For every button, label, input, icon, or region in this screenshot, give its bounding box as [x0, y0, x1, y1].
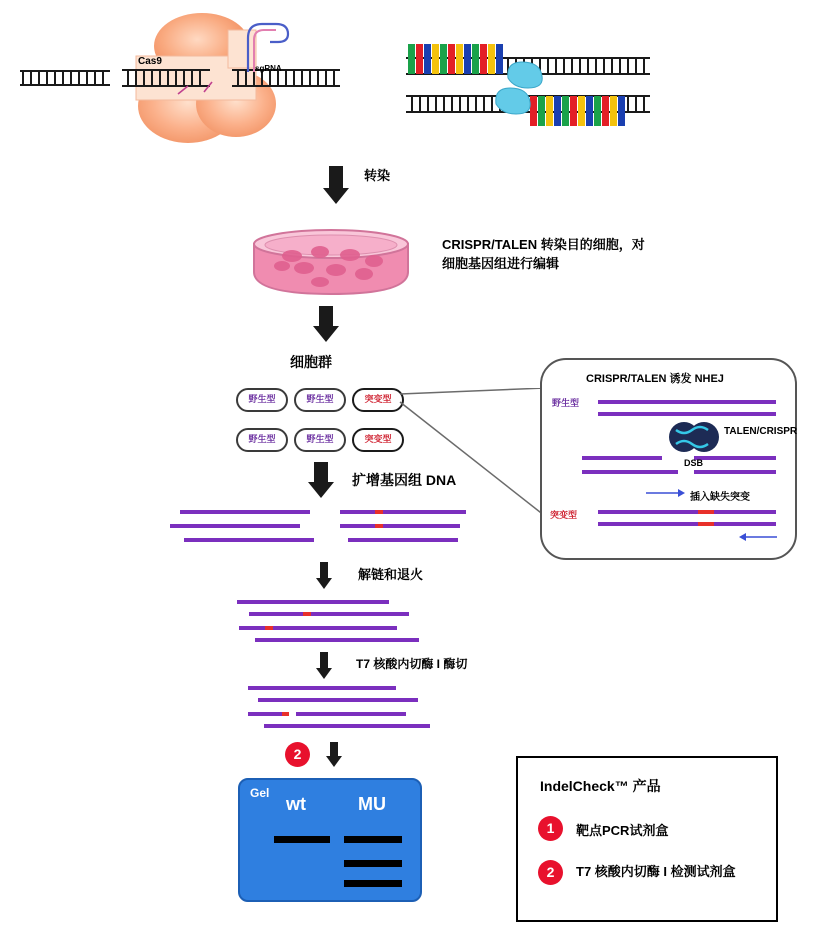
dg-indel-1 — [282, 712, 289, 716]
amp-strand-5 — [184, 538, 314, 542]
gel-band-wt-top — [274, 836, 330, 843]
legend-label-2: T7 核酸内切酶 I 检测试剂盒 — [576, 864, 736, 879]
transfection-description: CRISPR/TALEN 转染目的细胞，对细胞基因组进行编辑 — [442, 237, 645, 271]
callout-strand-cut-2a — [582, 470, 678, 474]
gel-lane-mu-label: MU — [358, 794, 386, 814]
hd-indel-2 — [265, 626, 273, 630]
foki-domain-lower — [492, 84, 536, 118]
callout-indel-marker-1 — [698, 510, 714, 514]
talen-complex-illustration — [400, 22, 660, 132]
cell-wildtype-2: 野生型 — [294, 388, 346, 412]
step-badge-2: 2 — [285, 742, 310, 767]
callout-strand-cut-1a — [582, 456, 662, 460]
heteroduplex-group — [225, 600, 455, 648]
transfection-label: 转染 — [364, 168, 391, 183]
gel-lane-wt-label: wt — [286, 794, 306, 814]
t7-digest-label: T7 核酸内切酶 I 酶切 — [356, 657, 468, 671]
cell-population-label: 细胞群 — [290, 354, 332, 370]
cell-wildtype-4: 野生型 — [294, 428, 346, 452]
denature-anneal-arrow — [314, 562, 338, 594]
hd-strand-4 — [255, 638, 419, 642]
callout-strand-wt-2 — [598, 412, 776, 416]
dg-strand-1 — [248, 686, 396, 690]
gel-band-mu-top — [344, 836, 402, 843]
cell-wildtype-1: 野生型 — [236, 388, 288, 412]
callout-nuclease-label: TALEN/CRISPR — [724, 426, 798, 437]
cell-mutant-2: 突变型 — [352, 428, 404, 452]
legend-item-1 — [538, 816, 758, 846]
cell-population-arrow — [310, 306, 350, 348]
callout-strand-mu-2 — [598, 522, 776, 526]
cas9-complex-illustration — [100, 8, 350, 148]
culture-dish — [246, 228, 416, 300]
primer-arrow-reverse — [738, 532, 778, 542]
callout-mutant-label: 突变型 — [550, 510, 578, 520]
gel-band-mu-low — [344, 880, 402, 887]
amp-indel-2 — [375, 524, 383, 528]
legend-label-1: 靶点PCR试剂盒 — [576, 823, 669, 838]
cell-mutant-1: 突变型 — [352, 388, 404, 412]
hd-indel-1 — [303, 612, 311, 616]
callout-strand-mu-1 — [598, 510, 776, 514]
legend-badge-1: 1 — [538, 816, 563, 841]
t7-digest-arrow — [314, 652, 338, 684]
callout-connector — [395, 388, 555, 518]
dg-strand-2 — [258, 698, 418, 702]
legend-item-2 — [538, 860, 764, 906]
callout-title: CRISPR/TALEN 诱发 NHEJ — [586, 373, 724, 385]
gel-band-mu-mid — [344, 860, 402, 867]
cell-wildtype-3: 野生型 — [236, 428, 288, 452]
talen-repeat-array-lower — [530, 96, 650, 128]
callout-indel-label: 插入缺失突变 — [690, 492, 750, 503]
callout-indel-marker-2 — [698, 522, 714, 526]
dg-strand-4 — [296, 712, 406, 716]
sgrna-label: sgRNA — [255, 64, 282, 73]
amp-strand-2 — [340, 510, 466, 514]
cut-site-arrows — [160, 68, 250, 128]
hd-strand-1 — [237, 600, 389, 604]
digested-fragment-group — [240, 686, 480, 732]
amplify-label: 扩增基因组 DNA — [352, 472, 457, 488]
gel-title: Gel — [250, 786, 270, 800]
legend-badge-2: 2 — [538, 860, 563, 885]
hd-strand-2 — [249, 612, 409, 616]
callout-strand-wt-1 — [598, 400, 776, 404]
cas9-label: Cas9 — [138, 56, 162, 67]
amplify-arrow — [305, 462, 345, 504]
primer-arrow-forward — [646, 488, 686, 498]
callout-strand-cut-2b — [694, 470, 776, 474]
cell-population-row-2 — [236, 428, 406, 450]
dg-strand-3 — [248, 712, 284, 716]
gel-arrow — [324, 742, 348, 772]
amp-strand-6 — [348, 538, 458, 542]
callout-wildtype-label: 野生型 — [552, 398, 580, 408]
nhej-callout-box — [540, 358, 797, 560]
product-legend-box — [516, 756, 778, 922]
callout-strand-cut-1b — [694, 456, 776, 460]
cell-population-row-1 — [236, 388, 406, 410]
amp-strand-1 — [180, 510, 310, 514]
amp-indel-1 — [375, 510, 383, 514]
dg-strand-5 — [264, 724, 430, 728]
hd-strand-3 — [239, 626, 397, 630]
transfection-arrow — [320, 166, 360, 210]
amp-strand-4 — [340, 524, 460, 528]
amplified-dna-group — [170, 510, 470, 556]
denature-anneal-label: 解链和退火 — [358, 567, 424, 582]
gel-image — [238, 778, 422, 902]
amp-strand-3 — [170, 524, 300, 528]
callout-dsb-label: DSB — [684, 458, 704, 468]
legend-title: IndelCheck™ 产品 — [540, 778, 661, 794]
talen-crispr-nuclease-icon — [666, 420, 726, 454]
